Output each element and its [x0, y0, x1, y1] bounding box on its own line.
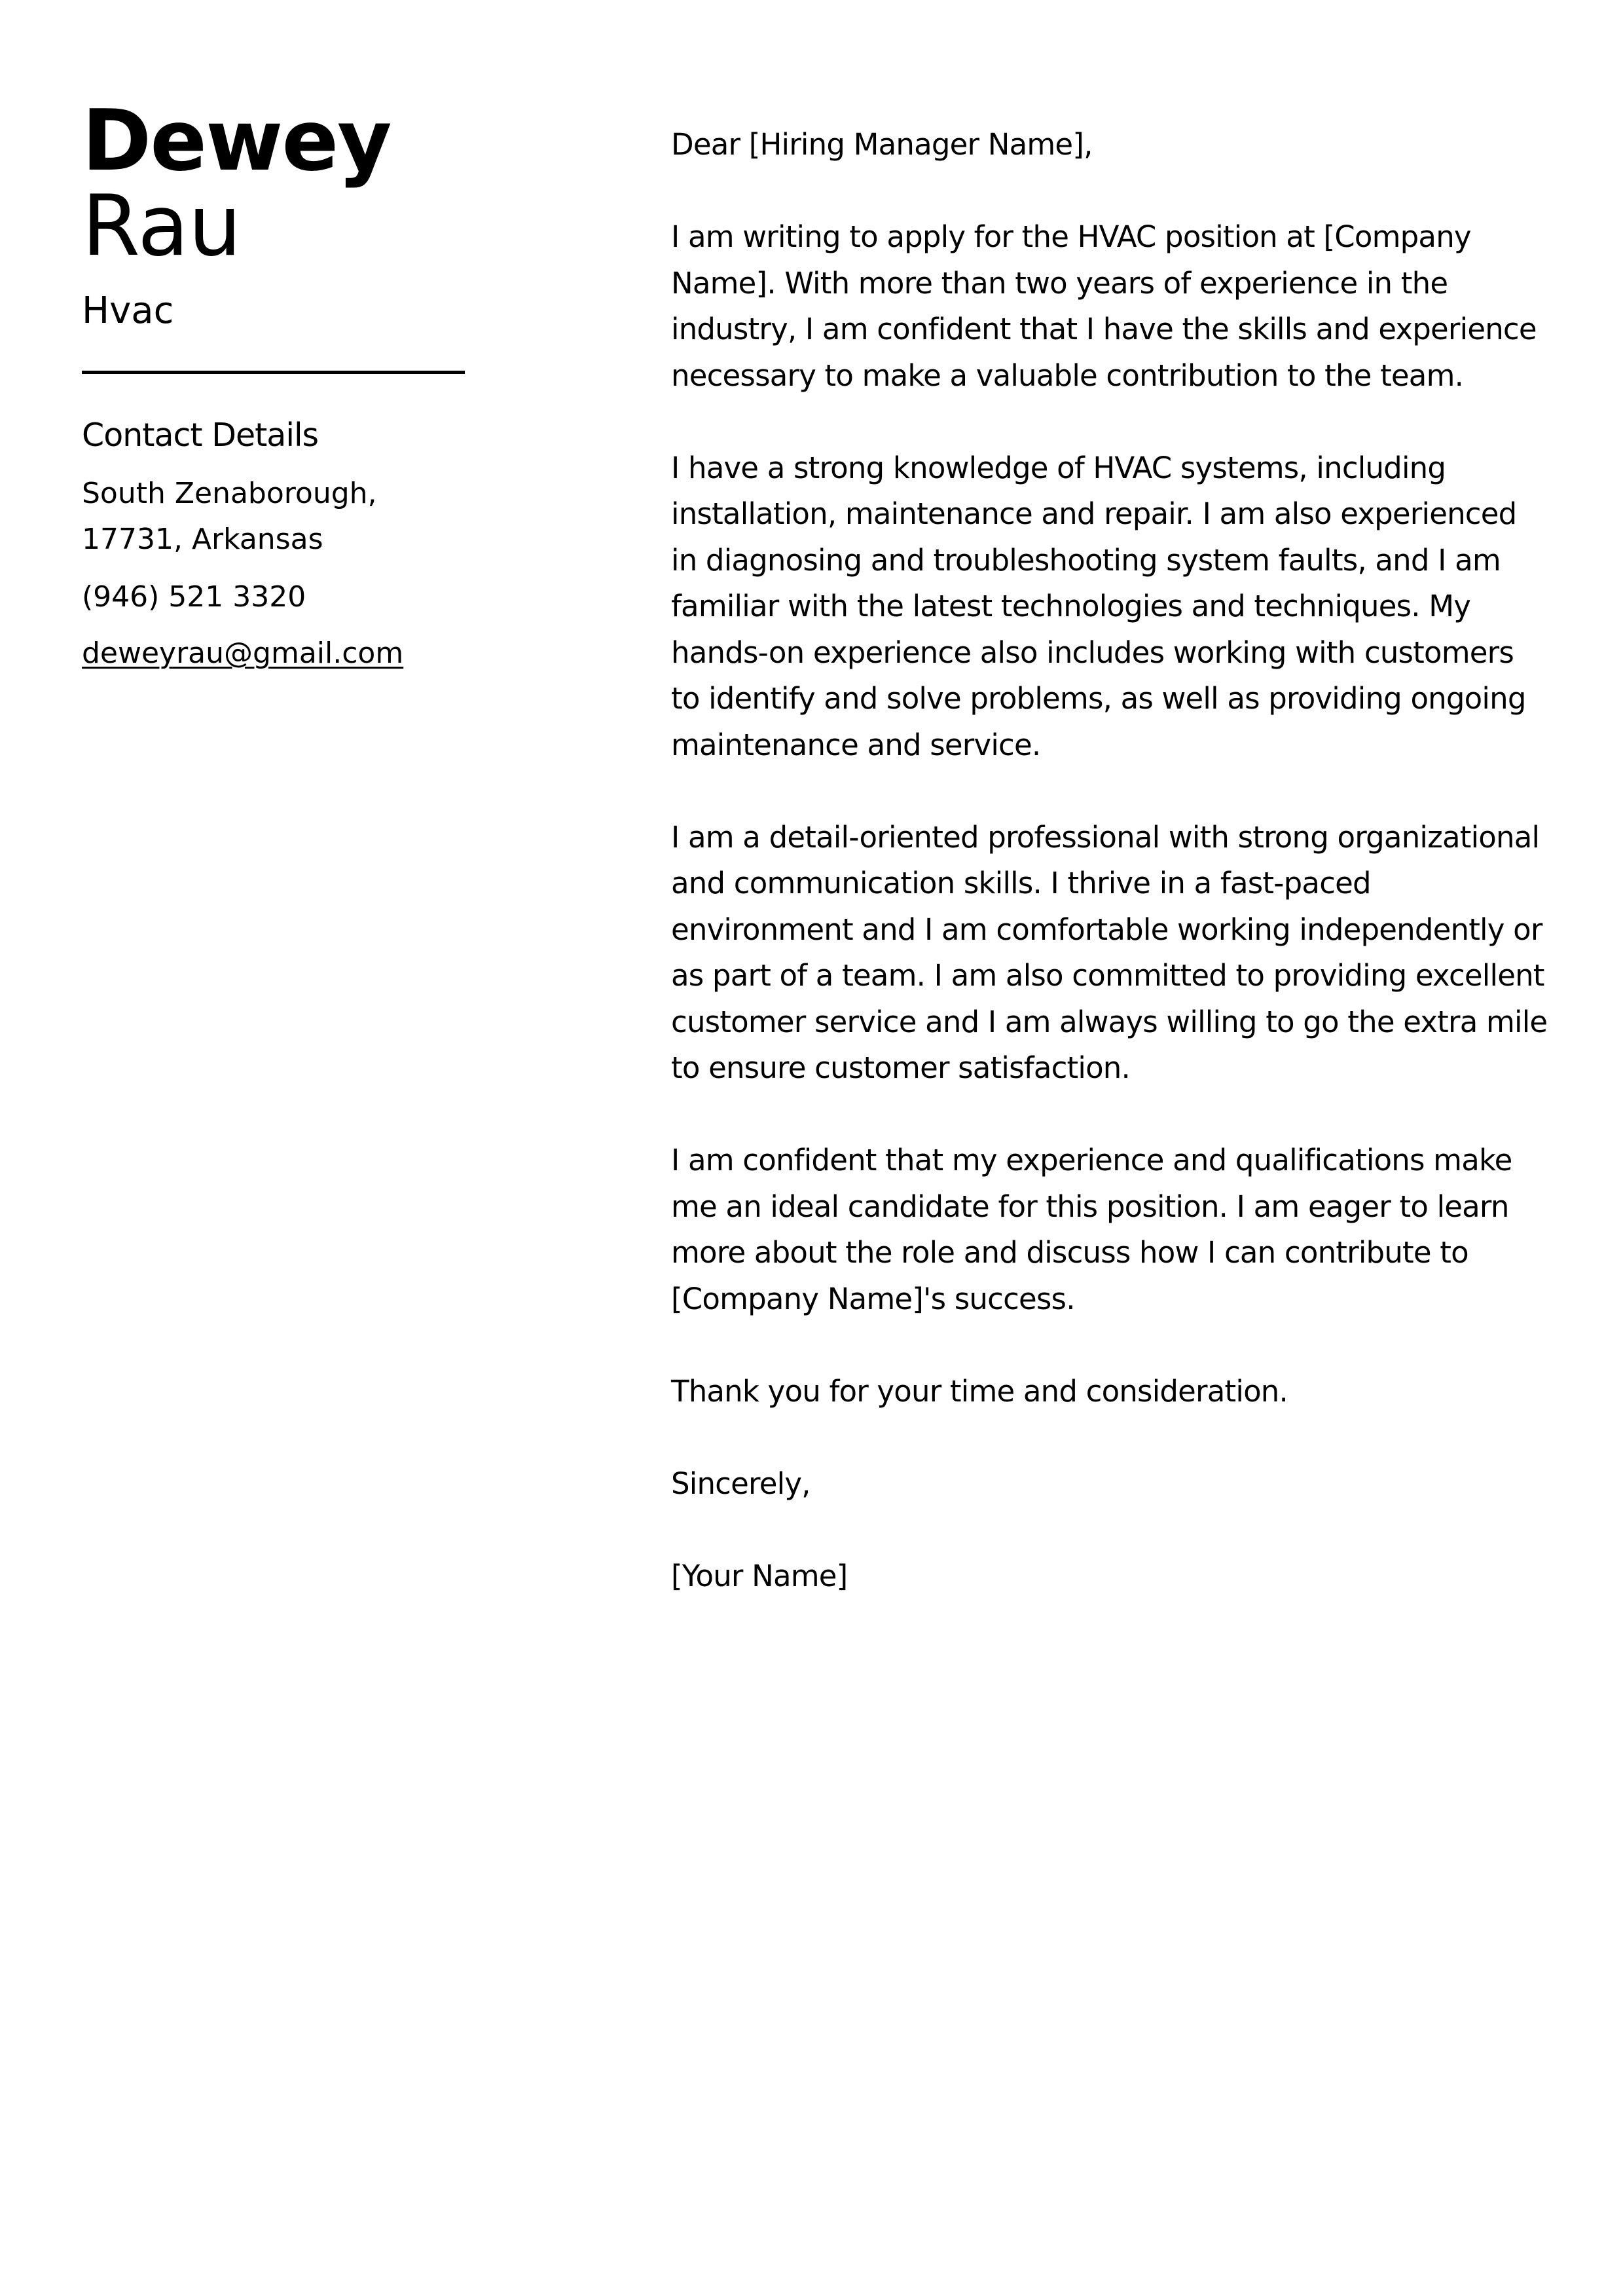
- closing: Sincerely,: [671, 1466, 811, 1501]
- contact-address: South Zenaborough, 17731, Arkansas: [82, 477, 377, 556]
- sidebar: [82, 92, 468, 676]
- last-name: Rau: [82, 177, 241, 275]
- contact-phone: (946) 521 3320: [82, 580, 306, 614]
- letter-paragraph: I am confident that my experience and qualifications make me an ideal candidate for this position. I am eager to learn more about the role and discuss how I can contribute to [Company Name]'s success.: [671, 1143, 1512, 1316]
- letter-paragraph: I am writing to apply for the HVAC position at [Company Name]. With more than two years of experience in the industry, I am confident that I have the skills and experience necessary to make a valuable contribution to the team.: [671, 219, 1537, 393]
- first-name: Dewey: [82, 92, 391, 190]
- letter-paragraph: Thank you for your time and consideration.: [671, 1373, 1288, 1409]
- salutation: Dear [Hiring Manager Name],: [671, 127, 1093, 162]
- signature: [Your Name]: [671, 1558, 848, 1593]
- letter-paragraph: I have a strong knowledge of HVAC systems, including installation, maintenance and repair. I am also experienced in diagnosing and troubleshooting system faults, and I am familiar with the latest technologies and techniques. My hands-on experience also includes working with customers to identify and solve problems, as well as providing ongoing maintenance and service.: [671, 450, 1526, 762]
- contact-details-heading: Contact Details: [82, 417, 319, 454]
- job-title: Hvac: [82, 289, 174, 332]
- divider: [82, 371, 465, 374]
- letter-body: [671, 122, 1548, 1646]
- letter-paragraph: I am a detail-oriented professional with strong organizational and communication skills. I thrive in a fast-paced environment and I am comfortable working independently or as part of a team. I am also committed to providing excellent customer service and I am always willing to go the extra mile to ensure customer satisfaction.: [671, 819, 1548, 1085]
- contact-email-link[interactable]: deweyrau@gmail.com: [82, 637, 404, 670]
